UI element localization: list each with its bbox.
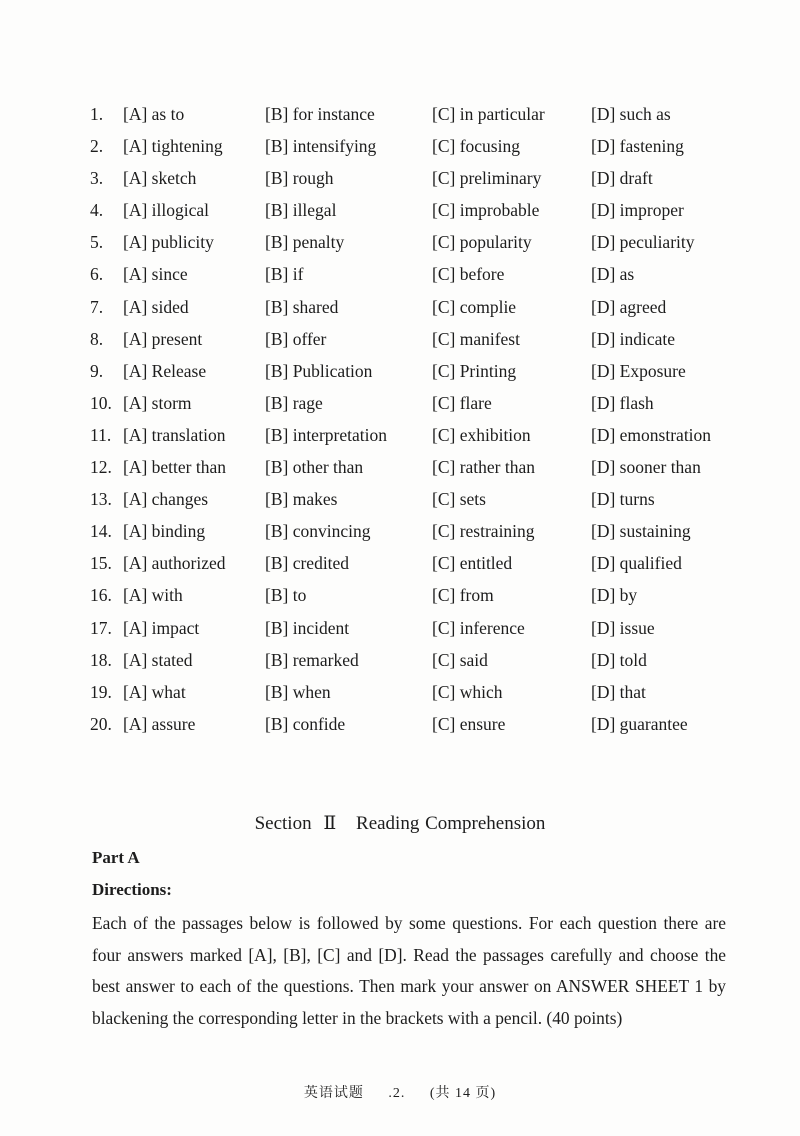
option-b: [B] incident xyxy=(265,617,350,638)
option-a: [A] sketch xyxy=(123,168,197,189)
option-a: [A] sided xyxy=(123,296,189,317)
question-number: 18. xyxy=(90,649,112,670)
option-d: [D] flash xyxy=(591,392,654,413)
option-d: [D] peculiarity xyxy=(591,232,695,253)
option-b: [B] if xyxy=(265,264,304,285)
option-d: [D] improper xyxy=(591,200,684,221)
option-c: [C] restraining xyxy=(432,521,535,542)
option-b: [B] when xyxy=(265,681,331,702)
option-c: [C] which xyxy=(432,681,503,702)
option-a: [A] storm xyxy=(123,392,192,413)
question-row xyxy=(90,485,770,517)
question-number: 13. xyxy=(90,489,112,510)
option-c: [C] popularity xyxy=(432,232,532,253)
section-title xyxy=(0,812,800,835)
option-a: [A] impact xyxy=(123,617,200,638)
question-number: 14. xyxy=(90,521,112,542)
option-a: [A] stated xyxy=(123,649,193,670)
option-d: [D] indicate xyxy=(591,328,676,349)
option-a: [A] with xyxy=(123,585,183,606)
question-row xyxy=(90,517,770,549)
question-number: 16. xyxy=(90,585,112,606)
question-number: 15. xyxy=(90,553,112,574)
option-d: [D] agreed xyxy=(591,296,667,317)
option-d: [D] Exposure xyxy=(591,360,686,381)
question-row xyxy=(90,646,770,678)
option-c: [C] before xyxy=(432,264,505,285)
option-b: [B] for instance xyxy=(265,104,375,124)
option-d: [D] fastening xyxy=(591,136,684,157)
option-d: [D] issue xyxy=(591,617,655,638)
answer-options-list xyxy=(90,100,770,742)
option-b: [B] penalty xyxy=(265,232,345,253)
option-c: [C] rather than xyxy=(432,457,536,478)
option-c: [C] ensure xyxy=(432,713,506,734)
section-numeral: Ⅱ xyxy=(323,813,337,834)
question-number: 4. xyxy=(90,200,104,221)
question-number: 8. xyxy=(90,328,104,349)
option-a: [A] Release xyxy=(123,360,207,381)
option-b: [B] rage xyxy=(265,392,323,413)
option-c: [C] flare xyxy=(432,392,492,413)
question-row xyxy=(90,614,770,646)
directions-heading: Directions: xyxy=(92,880,172,899)
option-a: [A] what xyxy=(123,681,186,702)
option-b: [B] shared xyxy=(265,296,339,317)
option-c: [C] from xyxy=(432,585,494,606)
question-row xyxy=(90,100,770,132)
question-row xyxy=(90,581,770,613)
question-row xyxy=(90,132,770,164)
footer-subject: 英语试题 xyxy=(303,1086,364,1101)
question-row xyxy=(90,421,770,453)
question-number: 5. xyxy=(90,232,104,253)
question-number: 9. xyxy=(90,360,104,381)
question-number: 7. xyxy=(90,296,104,317)
option-b: [B] offer xyxy=(265,328,327,349)
question-row xyxy=(90,678,770,710)
option-a: [A] authorized xyxy=(123,553,226,574)
option-d: [D] turns xyxy=(591,489,655,510)
option-b: [B] to xyxy=(265,585,307,606)
option-a: [A] publicity xyxy=(123,232,214,253)
option-a: [A] as to xyxy=(123,104,185,124)
page-footer xyxy=(0,1082,800,1102)
directions-text: Each of the passages below is followed by some questions. For each question there are four answers marked [A], [B], [C] and [D]. Read the passages carefully and choose the best answer to each of the questions. Then mark your answer on ANSWER SHEET 1 by blackening the corresponding letter in the brackets with a pencil. (40 points) xyxy=(92,913,726,1028)
option-a: [A] changes xyxy=(123,489,209,510)
option-b: [B] illegal xyxy=(265,200,337,221)
question-row xyxy=(90,164,770,196)
option-a: [A] tightening xyxy=(123,136,223,157)
part-heading: Part A xyxy=(92,848,140,867)
option-c: [C] in particular xyxy=(432,104,545,124)
question-number: 2. xyxy=(90,136,104,157)
question-number: 20. xyxy=(90,713,112,734)
question-row xyxy=(90,196,770,228)
option-b: [B] rough xyxy=(265,168,334,189)
option-b: [B] Publication xyxy=(265,360,373,381)
question-number: 6. xyxy=(90,264,104,285)
footer-page-total: (共 14 页) xyxy=(429,1086,497,1101)
option-a: [A] illogical xyxy=(123,200,210,221)
option-c: [C] inference xyxy=(432,617,525,638)
option-b: [B] convincing xyxy=(265,521,371,542)
option-d: [D] sooner than xyxy=(591,457,701,478)
question-row xyxy=(90,293,770,325)
question-number: 3. xyxy=(90,168,104,189)
option-c: [C] preliminary xyxy=(432,168,542,189)
question-row xyxy=(90,357,770,389)
option-c: [C] improbable xyxy=(432,200,540,221)
option-c: [C] exhibition xyxy=(432,424,531,445)
option-c: [C] complie xyxy=(432,296,517,317)
option-d: [D] qualified xyxy=(591,553,682,574)
option-a: [A] better than xyxy=(123,457,227,478)
option-b: [B] other than xyxy=(265,457,364,478)
option-d: [D] that xyxy=(591,681,646,702)
question-row xyxy=(90,549,770,581)
option-a: [A] since xyxy=(123,264,188,285)
option-d: [D] guarantee xyxy=(591,713,688,734)
question-number: 19. xyxy=(90,681,112,702)
option-c: [C] focusing xyxy=(432,136,520,157)
option-a: [A] present xyxy=(123,328,203,349)
option-c: [C] said xyxy=(432,649,488,670)
question-row xyxy=(90,260,770,292)
question-row xyxy=(90,389,770,421)
option-b: [B] confide xyxy=(265,713,346,734)
question-row xyxy=(90,710,770,742)
question-row xyxy=(90,325,770,357)
option-d: [D] sustaining xyxy=(591,521,691,542)
option-d: [D] such as xyxy=(591,104,671,124)
option-a: [A] binding xyxy=(123,521,206,542)
option-c: [C] sets xyxy=(432,489,486,510)
option-c: [C] entitled xyxy=(432,553,513,574)
option-b: [B] interpretation xyxy=(265,424,387,445)
section-name: Reading Comprehension xyxy=(356,813,546,834)
option-b: [B] remarked xyxy=(265,649,359,670)
option-a: [A] assure xyxy=(123,713,196,734)
section-label: Section xyxy=(254,813,312,834)
option-c: [C] manifest xyxy=(432,328,520,349)
question-row xyxy=(90,228,770,260)
option-d: [D] as xyxy=(591,264,635,285)
question-number: 10. xyxy=(90,392,112,413)
footer-page-number: .2. xyxy=(388,1086,406,1101)
question-number: 12. xyxy=(90,457,112,478)
option-d: [D] told xyxy=(591,649,647,670)
question-row xyxy=(90,453,770,485)
option-b: [B] intensifying xyxy=(265,136,377,157)
option-c: [C] Printing xyxy=(432,360,517,381)
option-d: [D] draft xyxy=(591,168,653,189)
option-d: [D] by xyxy=(591,585,638,606)
question-number: 17. xyxy=(90,617,112,638)
option-b: [B] makes xyxy=(265,489,338,510)
option-a: [A] translation xyxy=(123,424,226,445)
question-number: 11. xyxy=(90,424,112,445)
option-d: [D] emonstration xyxy=(591,424,712,445)
question-number: 1. xyxy=(90,104,104,124)
option-b: [B] credited xyxy=(265,553,350,574)
